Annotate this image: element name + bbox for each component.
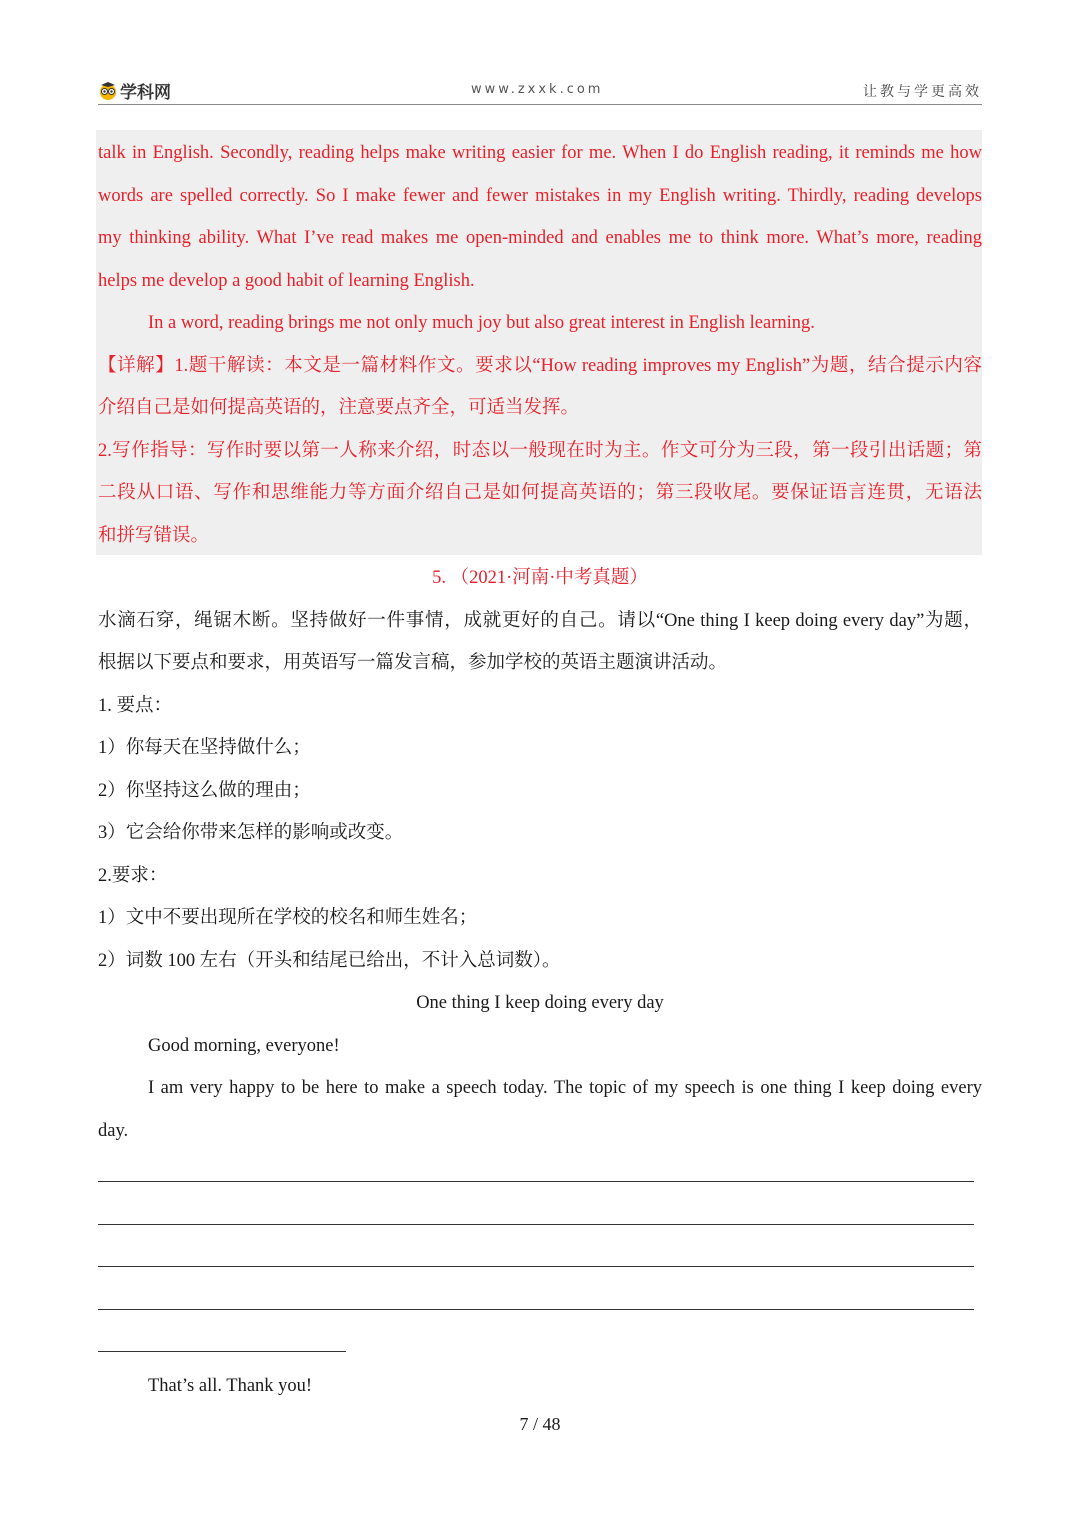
analysis-line: 2.写作指导：写作时要以第一人称来介绍，时态以一般现在时为主。作文可分为三段，第一段引出话题；第 bbox=[98, 441, 982, 461]
question-intro: 根据以下要点和要求，用英语写一篇发言稿，参加学校的英语主题演讲活动。 bbox=[98, 653, 728, 673]
site-url[interactable]: www.zxxk.com bbox=[471, 82, 604, 97]
answer-line: talk in English. Secondly, reading helps make writing easier for me. When I do English reading, it reminds me how bbox=[98, 143, 982, 163]
logo-owl-icon bbox=[98, 81, 118, 101]
analysis-text: 1.题干解读：本文是一篇材料作文。要求以“How reading improves my English”为题，结合提示内容 bbox=[174, 356, 982, 376]
page-number: 7 / 48 bbox=[519, 1414, 561, 1434]
page-header bbox=[98, 76, 982, 105]
writing-line[interactable] bbox=[98, 1181, 974, 1182]
writing-line[interactable] bbox=[98, 1351, 346, 1352]
answer-conclusion: In a word, reading brings me not only much joy but also great interest in English learning. bbox=[148, 313, 815, 333]
logo bbox=[98, 78, 171, 103]
answer-line: words are spelled correctly. So I make fewer and fewer mistakes in my English writing. Thirdly, reading develops bbox=[98, 186, 982, 206]
essay-title: One thing I keep doing every day bbox=[416, 993, 664, 1013]
writing-line[interactable] bbox=[98, 1224, 974, 1225]
writing-line[interactable] bbox=[98, 1309, 974, 1310]
analysis-line: 和拼写错误。 bbox=[98, 526, 210, 546]
essay-closing: That’s all. Thank you! bbox=[148, 1376, 313, 1396]
answer-line: my thinking ability. What I’ve read makes me open-minded and enables me to think more. What’s more, reading bbox=[98, 228, 982, 248]
requirement-item: 1）文中不要出现所在学校的校名和师生姓名； bbox=[98, 908, 478, 928]
writing-line[interactable] bbox=[98, 1266, 974, 1267]
analysis-line: 介绍自己是如何提高英语的，注意要点齐全，可适当发挥。 bbox=[98, 398, 580, 418]
question-number: 5. （2021·河南·中考真题） bbox=[432, 568, 648, 588]
point-item: 2）你坚持这么做的理由； bbox=[98, 781, 311, 801]
essay-opening: I am very happy to be here to make a speech today. The topic of my speech is one thing I keep doing every bbox=[148, 1078, 982, 1098]
points-title: 1. 要点： bbox=[98, 696, 173, 716]
essay-opening-end: day. bbox=[98, 1121, 129, 1141]
point-item: 3）它会给你带来怎样的影响或改变。 bbox=[98, 823, 404, 843]
requirements-title: 2.要求： bbox=[98, 866, 168, 886]
logo-text: 学科网 bbox=[120, 83, 171, 103]
analysis-line: 二段从口语、写作和思维能力等方面介绍自己是如何提高英语的；第三段收尾。要保证语言连贯，无语法 bbox=[98, 483, 982, 503]
point-item: 1）你每天在坚持做什么； bbox=[98, 738, 311, 758]
answer-line: helps me develop a good habit of learning English. bbox=[98, 271, 475, 291]
analysis-line bbox=[98, 354, 982, 378]
analysis-label: 【详解】 bbox=[98, 356, 175, 376]
question-intro: 水滴石穿，绳锯木断。坚持做好一件事情，成就更好的自己。请以“One thing I keep doing every day”为题， bbox=[98, 611, 982, 631]
slogan: 让教与学更高效 bbox=[863, 84, 982, 100]
requirement-item: 2）词数 100 左右（开头和结尾已给出，不计入总词数）。 bbox=[98, 951, 561, 971]
essay-greeting: Good morning, everyone! bbox=[148, 1036, 340, 1056]
